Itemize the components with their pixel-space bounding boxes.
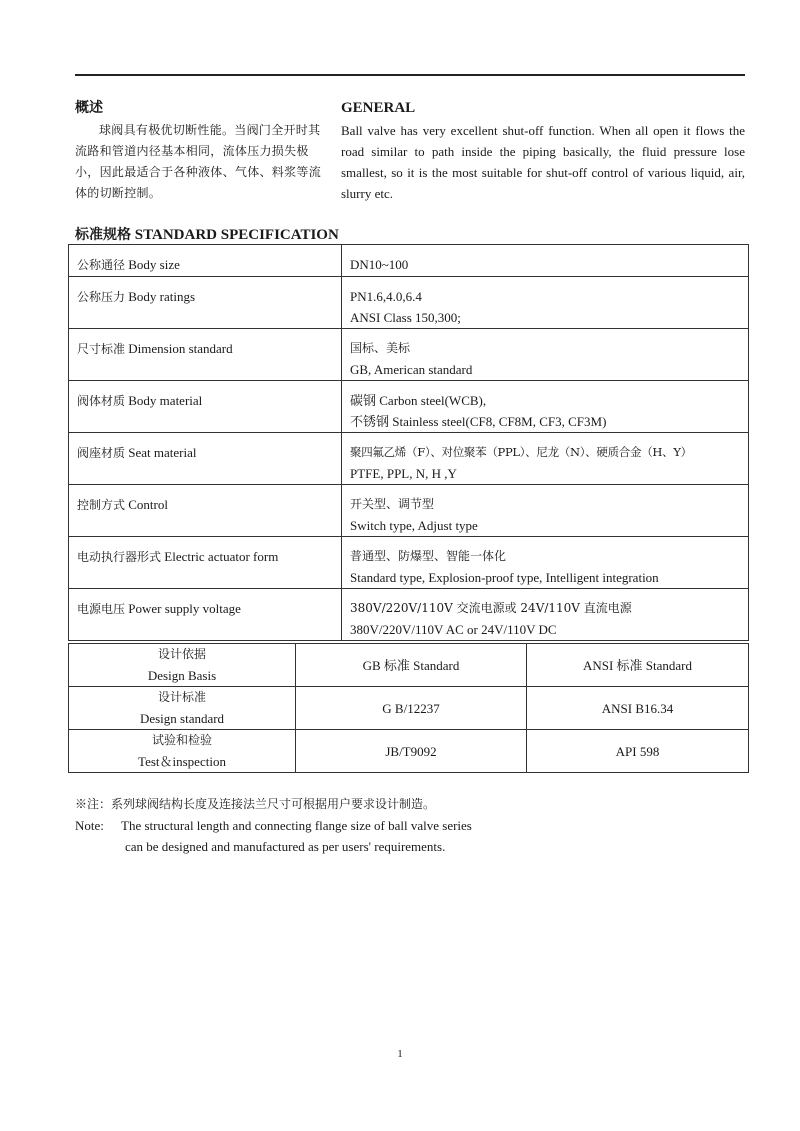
spec-key-cn: 电源电压: [77, 602, 126, 616]
note-en-line2: can be designed and manufactured as per users' requirements.: [125, 839, 446, 854]
spec-value-line1: 国标、美标: [350, 341, 411, 355]
basis-label-cn: 试验和检验: [151, 733, 212, 747]
spec-key: [69, 329, 342, 381]
spec-key-en: Power supply voltage: [128, 601, 241, 616]
spec-key-cn: 控制方式: [77, 498, 126, 512]
spec-key-en: Electric actuator form: [164, 549, 279, 564]
basis-label-en: Test＆inspection: [138, 754, 226, 769]
basis-ansi: ANSI B16.34: [527, 687, 749, 730]
basis-row: [69, 644, 749, 687]
spec-key: [69, 485, 342, 537]
intro-en-heading: GENERAL: [341, 100, 416, 116]
spec-key-cn: 阀体材质: [77, 394, 126, 408]
spec-key: [69, 537, 342, 589]
spec-key: [69, 277, 342, 329]
spec-value-line1: 碳钢 Carbon steel(WCB),: [350, 393, 487, 408]
note-section: [75, 794, 472, 857]
spec-value-line1: 380V/220V/110V 交流电源或 24V/110V 直流电源: [350, 601, 632, 615]
spec-title: [75, 224, 339, 244]
spec-row: [69, 589, 749, 641]
spec-title-en: STANDARD SPECIFICATION: [134, 227, 339, 243]
basis-label: [69, 730, 296, 773]
spec-value-line2: PTFE, PPL, N, H ,Y: [350, 466, 457, 481]
spec-key-en: Body ratings: [128, 289, 196, 304]
spec-value: [342, 433, 749, 485]
basis-label: [69, 644, 296, 687]
note-en-label: Note:: [75, 818, 104, 833]
basis-gb: GB 标准 Standard: [296, 644, 527, 687]
intro-chinese: [75, 98, 330, 204]
spec-row: [69, 277, 749, 329]
spec-key-cn: 公称通径: [77, 258, 126, 272]
spec-key-cn: 公称压力: [77, 290, 126, 304]
spec-value: [342, 537, 749, 589]
spec-row: [69, 329, 749, 381]
basis-label-en: Design standard: [139, 711, 225, 726]
spec-value: [342, 329, 749, 381]
spec-row: [69, 245, 749, 277]
basis-label-en: Design Basis: [147, 668, 217, 683]
spec-key-en: Seat material: [128, 445, 197, 460]
spec-value: [342, 485, 749, 537]
basis-label: [69, 687, 296, 730]
spec-value-line1: DN10~100: [350, 257, 409, 272]
spec-key-en: Body size: [128, 257, 180, 272]
basis-label-cn: 设计依据: [157, 647, 206, 661]
intro-en-text: Ball valve has very excellent shut-off function. When all open it flows the road similar to path inside the piping basically, the fluid pressure lose smallest, so it is the most suitable for shut-off control of various liquid, air, slurry etc.: [341, 123, 745, 201]
spec-value-line2: ANSI Class 150,300;: [350, 310, 461, 325]
spec-value-line2: Standard type, Explosion-proof type, Intelligent integration: [350, 570, 659, 585]
spec-title-cn: 标准规格: [75, 227, 131, 243]
note-en-row: [75, 815, 472, 836]
spec-value: [342, 277, 749, 329]
basis-row: [69, 687, 749, 730]
intro-english: [341, 98, 745, 204]
basis-gb: G B/12237: [296, 687, 527, 730]
spec-key-cn: 尺寸标准: [77, 342, 126, 356]
spec-key-en: Control: [128, 497, 168, 512]
note-en-row-2: [75, 836, 472, 857]
spec-value-line1: PN1.6,4.0,6.4: [350, 289, 422, 304]
top-rule: [75, 74, 745, 76]
basis-ansi: ANSI 标准 Standard: [527, 644, 749, 687]
spec-table: [68, 244, 749, 641]
spec-row: [69, 485, 749, 537]
spec-row: [69, 537, 749, 589]
spec-key-cn: 阀座材质: [77, 446, 126, 460]
basis-label-cn: 设计标准: [157, 690, 206, 704]
page-number: 1: [397, 1048, 403, 1060]
note-en-indent: [75, 836, 125, 857]
spec-key-en: Body material: [128, 393, 203, 408]
spec-value-line1: 聚四氟乙烯（F）、对位聚苯（PPL）、尼龙（N）、硬质合金（H、Y）: [350, 445, 692, 459]
spec-value-line2: Switch type, Adjust type: [350, 518, 478, 533]
design-basis-table: [68, 643, 749, 773]
spec-row: [69, 381, 749, 433]
spec-key-cn: 电动执行器形式: [77, 550, 162, 564]
note-en-line1: The structural length and connecting flange size of ball valve series: [121, 818, 472, 833]
spec-key: [69, 245, 342, 277]
spec-value-line2: 380V/220V/110V AC or 24V/110V DC: [350, 622, 557, 637]
spec-key-en: Dimension standard: [128, 341, 233, 356]
spec-value: [342, 589, 749, 641]
spec-value: [342, 381, 749, 433]
spec-key: [69, 589, 342, 641]
basis-row: [69, 730, 749, 773]
spec-value: [342, 245, 749, 277]
spec-key: [69, 381, 342, 433]
note-cn: ※注：系列球阀结构长度及连接法兰尺寸可根据用户要求设计制造。: [75, 797, 436, 811]
intro-cn-heading: 概述: [75, 100, 103, 116]
spec-value-line2: GB, American standard: [350, 362, 473, 377]
intro-cn-text: 球阀具有极优切断性能。当阀门全开时其流路和管道内径基本相同，流体压力损失极小，因此最适合于各种液体、气体、料浆等流体的切断控制。: [75, 123, 322, 200]
spec-value-line1: 普通型、防爆型、智能一体化: [350, 549, 507, 563]
basis-gb: JB/T9092: [296, 730, 527, 773]
spec-key: [69, 433, 342, 485]
spec-value-line2: 不锈钢 Stainless steel(CF8, CF8M, CF3, CF3M): [350, 414, 607, 429]
spec-row: [69, 433, 749, 485]
basis-ansi: API 598: [527, 730, 749, 773]
spec-value-line1: 开关型、调节型: [350, 497, 435, 511]
